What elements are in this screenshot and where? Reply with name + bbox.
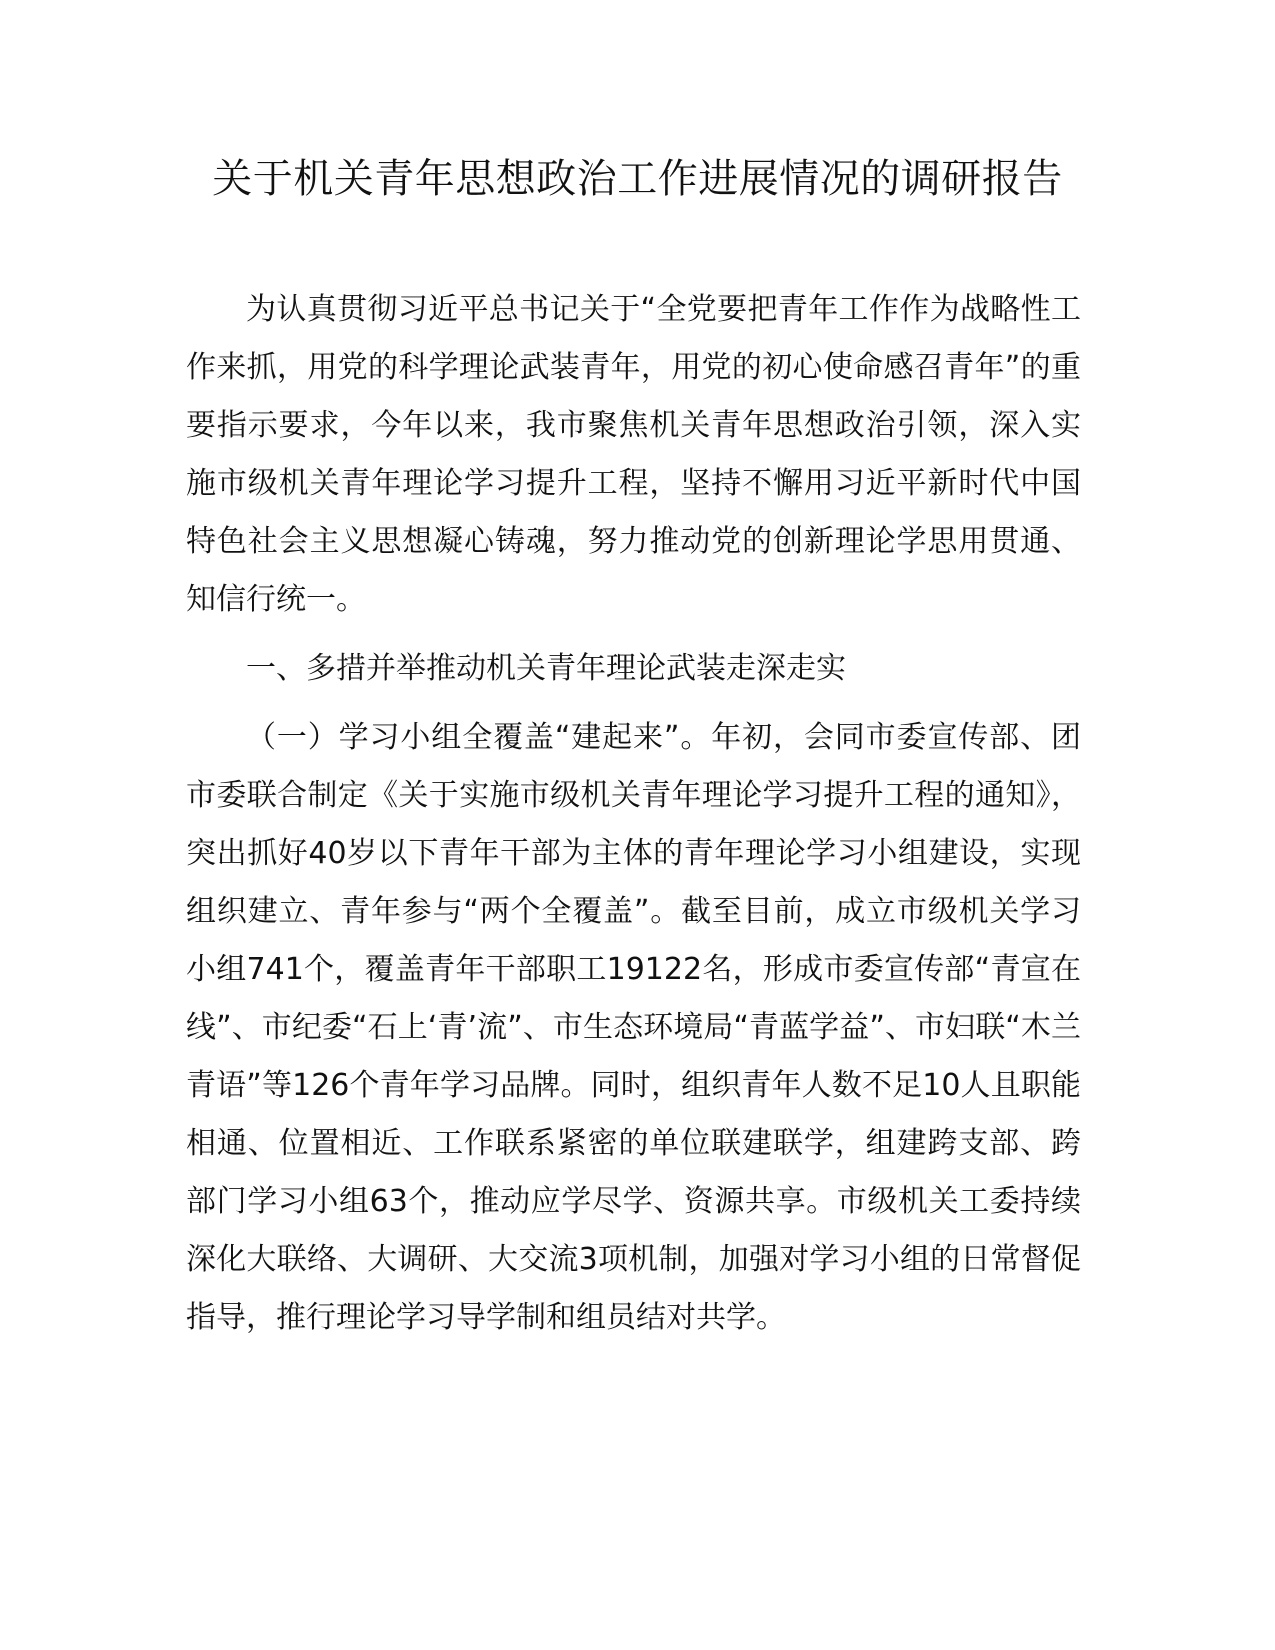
document-title: 关于机关青年思想政治工作进展情况的调研报告 bbox=[212, 156, 1063, 202]
paragraph-gap bbox=[186, 698, 1081, 709]
paragraph-gap bbox=[186, 629, 1081, 640]
intro-paragraph: 为认真贯彻习近平总书记关于“全党要把青年工作作为战略性工作来抓，用党的科学理论武装青年，用党的初心使命感召青年”的重要指示要求，今年以来，我市聚焦机关青年思想政治引领，深入实施市级机关青年理论学习提升工程，坚持不懈用习近平新时代中国特色社会主义思想凝心铸魂，努力推动党的创新理论学思用贯通、知信行统一。 bbox=[186, 292, 1081, 617]
document-body bbox=[186, 281, 1081, 1347]
section-paragraph: （一）学习小组全覆盖“建起来”。年初，会同市委宣传部、团市委联合制定《关于实施市级机关青年理论学习提升工程的通知》，突出抓好40岁以下青年干部为主体的青年理论学习小组建设，实现组织建立、青年参与“两个全覆盖”。截至目前，成立市级机关学习小组741个，覆盖青年干部职工19122名，形成市委宣传部“青宣在线”、市纪委“石上‘青’流”、市生态环境局“青蓝学益”、市妇联“木兰青语”等126个青年学习品牌。同时，组织青年人数不足10人且职能相通、位置相近、工作联系紧密的单位联建联学，组建跨支部、跨部门学习小组63个，推动应学尽学、资源共享。市级机关工委持续深化大联络、大调研、大交流3项机制，加强对学习小组的日常督促指导，推行理论学习导学制和组员结对共学。 bbox=[186, 720, 1081, 1335]
section-heading: 一、多措并举推动机关青年理论武装走深走实 bbox=[246, 651, 846, 686]
